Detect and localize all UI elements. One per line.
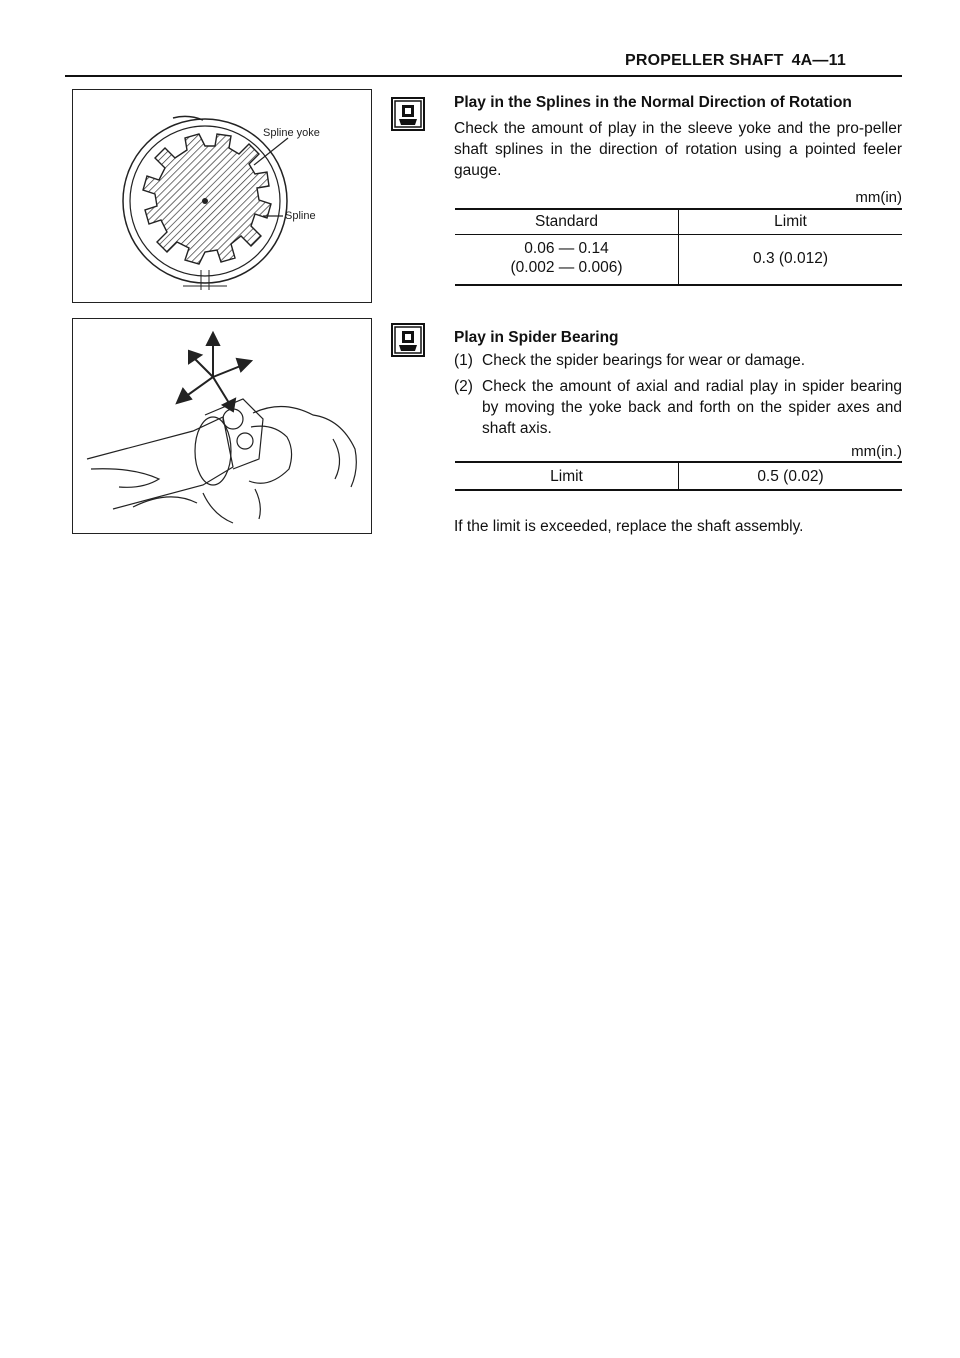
page-header — [625, 52, 846, 70]
table-cell-standard-line2: (0.002 — 0.006) — [510, 259, 623, 276]
section2-unit: mm(in.) — [851, 443, 902, 460]
list-item-number: (2) — [454, 378, 473, 395]
section1-text: Check the amount of play in the sleeve yoke and the pro-peller shaft splines in the direction of rotation using a pointed feeler gauge. — [454, 120, 902, 179]
spider-bearing-figure — [72, 318, 372, 534]
inspect-icon — [391, 97, 425, 131]
list-item-text: Check the spider bearings for wear or damage. — [482, 352, 806, 369]
table-header-standard: Standard — [535, 213, 598, 230]
section1-unit: mm(in) — [855, 189, 902, 206]
inspect-icon — [391, 323, 425, 357]
table-header-limit: Limit — [774, 213, 807, 230]
header-title: PROPELLER SHAFT — [625, 52, 784, 69]
spline-diagram — [73, 90, 371, 302]
spline-figure — [72, 89, 372, 303]
label-spline-yoke: Spline yoke — [263, 127, 320, 139]
label-spline: Spline — [285, 210, 316, 222]
table-cell-limit: 0.3 (0.012) — [753, 250, 828, 267]
header-rule — [65, 75, 902, 77]
section2-note: If the limit is exceeded, replace the shaft assembly. — [454, 518, 804, 535]
list-item-text: Check the amount of axial and radial play in spider bearing by moving the yoke back and forth on the spider axes and shaft axis. — [482, 378, 902, 437]
table-cell-standard-line1: 0.06 — 0.14 — [524, 240, 609, 257]
section1-title: Play in the Splines in the Normal Direction of Rotation — [454, 94, 852, 111]
hand-yoke-illustration — [73, 319, 371, 533]
page-number: 4A—11 — [791, 52, 846, 69]
table-cell-limit-value: 0.5 (0.02) — [757, 468, 824, 485]
section2-title: Play in Spider Bearing — [454, 329, 619, 346]
list-item-number: (1) — [454, 352, 473, 369]
table-cell-limit-label: Limit — [550, 468, 583, 485]
